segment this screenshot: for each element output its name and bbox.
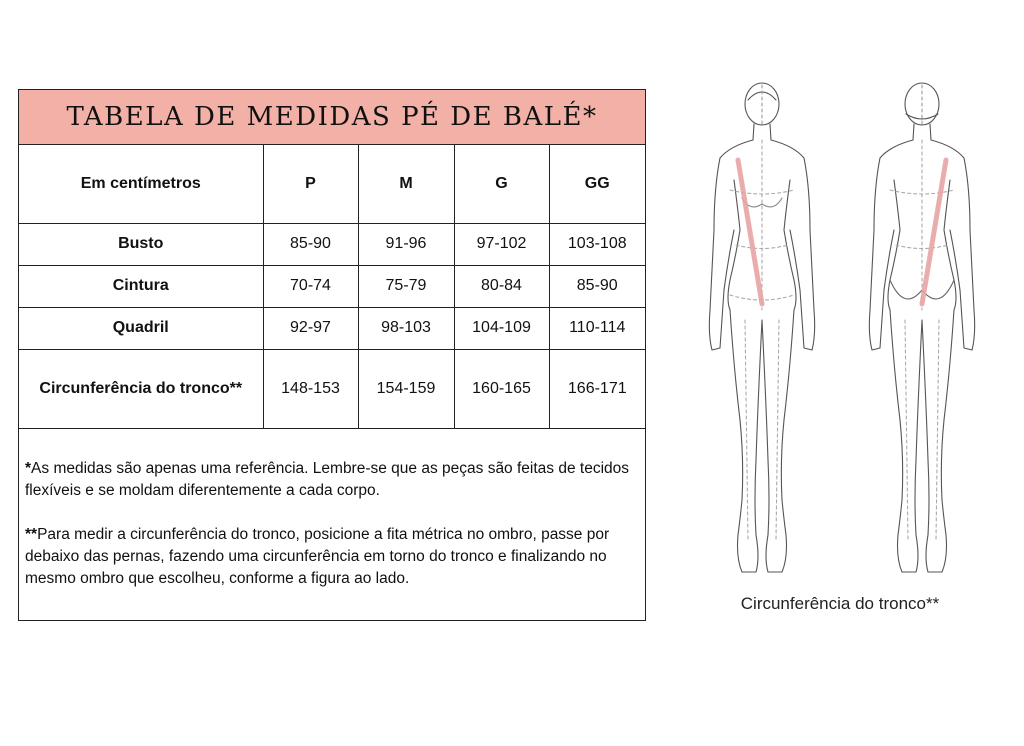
header-size-g: G: [454, 145, 549, 223]
row-label: Circunferência do tronco**: [19, 349, 263, 428]
row-label: Cintura: [19, 265, 263, 307]
table-row: [19, 223, 645, 265]
header-size-gg: GG: [549, 145, 645, 223]
front-figure-icon: [709, 83, 814, 572]
table-cell: 110-114: [549, 307, 645, 349]
table-cell: 166-171: [549, 349, 645, 428]
table-cell: 97-102: [454, 223, 549, 265]
table-cell: 103-108: [549, 223, 645, 265]
table-row: [19, 349, 645, 428]
chart-title: TABELA DE MEDIDAS PÉ DE BALÉ*: [66, 102, 598, 132]
table-row: [19, 307, 645, 349]
title-bar: [19, 90, 645, 145]
table-cell: 91-96: [358, 223, 454, 265]
notes: [25, 458, 641, 612]
table-cell: 160-165: [454, 349, 549, 428]
table-row: [19, 265, 645, 307]
table-cell: 104-109: [454, 307, 549, 349]
table-cell: 154-159: [358, 349, 454, 428]
table-cell: 85-90: [549, 265, 645, 307]
table-cell: 98-103: [358, 307, 454, 349]
table-cell: 80-84: [454, 265, 549, 307]
body-measurement-figure-icon: [690, 80, 990, 580]
note-reference: [25, 458, 641, 502]
header-size-m: M: [358, 145, 454, 223]
back-figure-icon: [869, 83, 974, 572]
table-cell: 75-79: [358, 265, 454, 307]
size-chart: [18, 89, 646, 621]
table-cell: 70-74: [263, 265, 358, 307]
note-marker: *: [25, 460, 32, 477]
note-text: As medidas são apenas uma referência. Lembre-se que as peças são feitas de tecidos flexíveis e se moldam diferentemente a cada corpo.: [25, 460, 630, 499]
size-table: [19, 145, 645, 429]
row-label: Quadril: [19, 307, 263, 349]
figure-caption: Circunferência do tronco**: [740, 594, 940, 613]
header-size-p: P: [263, 145, 358, 223]
note-marker: **: [25, 526, 38, 543]
header-unit-label: Em centímetros: [19, 145, 263, 223]
table-cell: 85-90: [263, 223, 358, 265]
table-cell: 148-153: [263, 349, 358, 428]
row-label: Busto: [19, 223, 263, 265]
note-measure-instructions: [25, 524, 641, 590]
table-cell: 92-97: [263, 307, 358, 349]
table-header-row: [19, 145, 645, 223]
note-text: Para medir a circunferência do tronco, posicione a fita métrica no ombro, passe por debaixo das pernas, fazendo uma circunferência em torno do tronco e finalizando no mesmo ombro que escolheu, conforme a figura ao lado.: [25, 526, 610, 587]
